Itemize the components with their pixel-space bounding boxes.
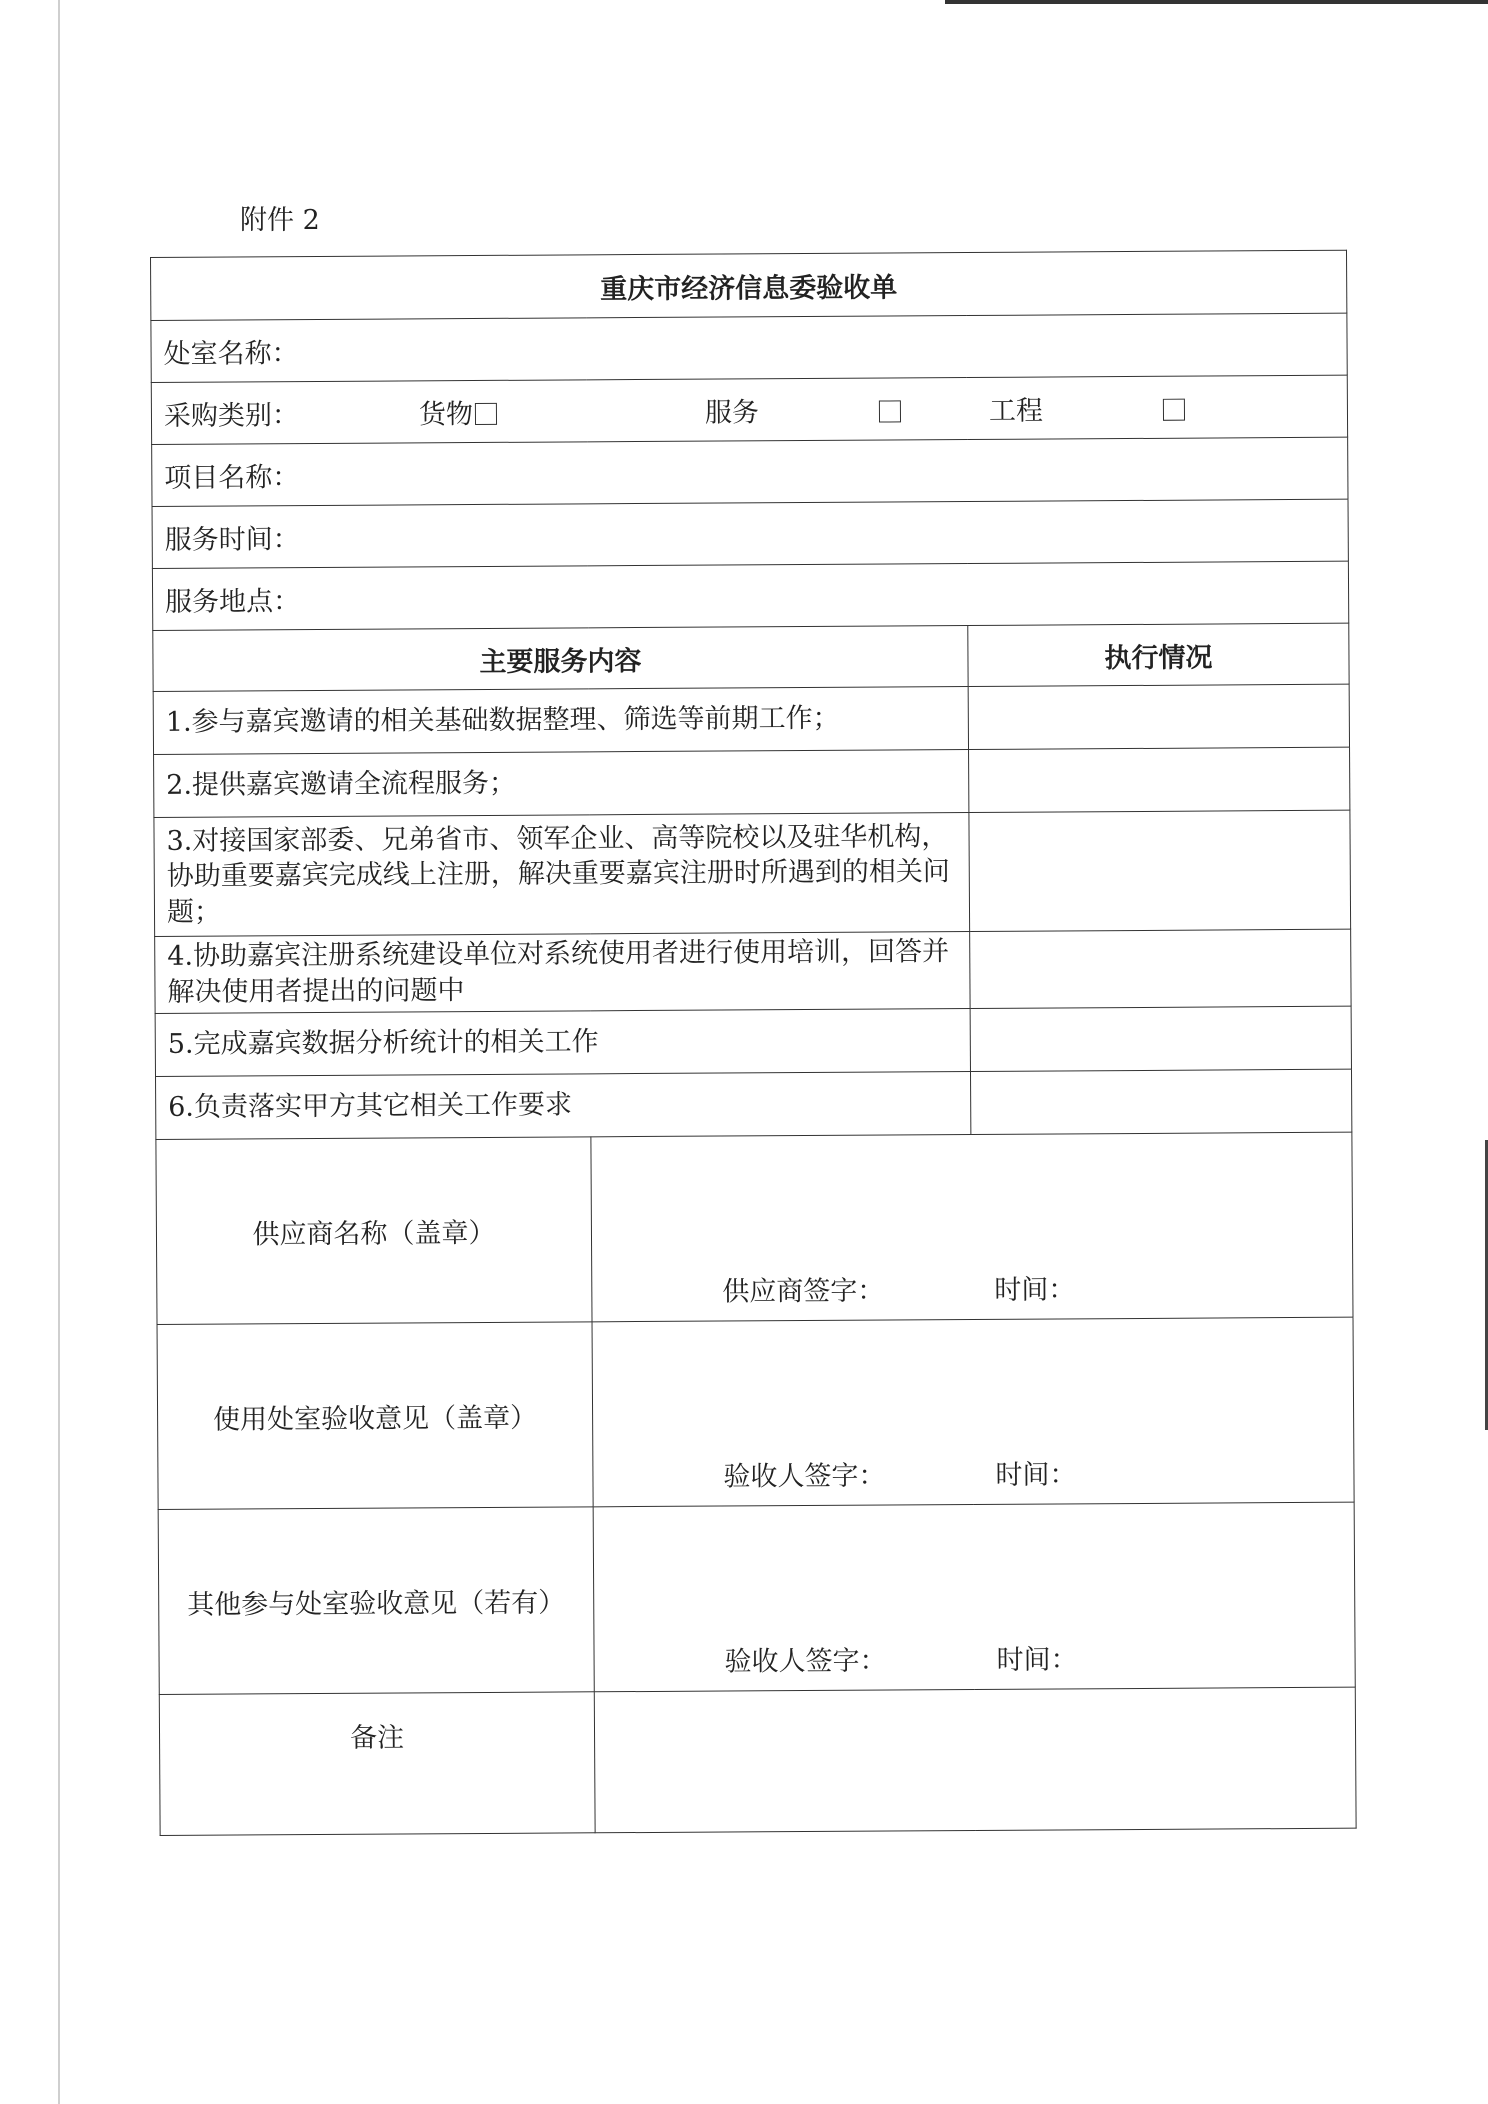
service-place-field[interactable] xyxy=(152,561,1348,630)
other-acceptor-time-label: 时间： xyxy=(996,1644,1078,1676)
header-execution: 执行情况 xyxy=(968,623,1349,686)
service-item: 6.负责落实甲方其它相关工作要求 xyxy=(156,1072,971,1140)
form-title: 重庆市经济信息委验收单 xyxy=(151,250,1347,320)
service-place-label: 服务地点： xyxy=(165,586,301,618)
execution-cell[interactable] xyxy=(969,810,1351,931)
type-goods-label: 货物 xyxy=(418,399,474,431)
supplier-time-label: 时间： xyxy=(994,1274,1076,1306)
execution-cell[interactable] xyxy=(970,1006,1351,1071)
execution-cell[interactable] xyxy=(970,929,1351,1008)
service-item: 5.完成嘉宾数据分析统计的相关工作 xyxy=(155,1009,970,1077)
office-name-label: 处室名称： xyxy=(163,338,299,370)
using-office-sign-area[interactable] xyxy=(592,1317,1354,1507)
project-name-label: 项目名称： xyxy=(164,462,300,494)
supplier-name-label: 供应商名称（盖章） xyxy=(156,1137,592,1325)
execution-cell[interactable] xyxy=(968,684,1349,749)
project-name-field[interactable] xyxy=(152,437,1348,506)
using-office-opinion-label: 使用处室验收意见（盖章） xyxy=(157,1322,593,1510)
scan-edge xyxy=(58,0,60,2104)
header-main-content: 主要服务内容 xyxy=(153,626,968,692)
service-item: 4.协助嘉宾注册系统建设单位对系统使用者进行使用培训，回答并解决使用者提出的问题中 xyxy=(155,932,970,1014)
execution-cell[interactable] xyxy=(969,747,1350,812)
other-acceptor-signature-label: 验收人签字： xyxy=(724,1645,887,1678)
supplier-sign-area[interactable] xyxy=(591,1132,1353,1322)
remark-field[interactable] xyxy=(594,1687,1356,1833)
type-engineering-checkbox[interactable] xyxy=(1163,399,1185,421)
office-name-field[interactable] xyxy=(151,313,1347,382)
type-service-label: 服务 xyxy=(704,397,760,429)
remark-label: 备注 xyxy=(159,1692,595,1836)
acceptance-form xyxy=(150,250,1357,1836)
other-office-opinion-label: 其他参与处室验收意见（若有） xyxy=(158,1507,594,1695)
acceptor-signature-label: 验收人签字： xyxy=(723,1460,886,1493)
margin-mark xyxy=(1445,1140,1488,1430)
acceptor-time-label: 时间： xyxy=(995,1459,1077,1491)
type-goods-checkbox[interactable] xyxy=(475,403,497,425)
other-office-sign-area[interactable] xyxy=(593,1502,1355,1692)
purchase-type-row xyxy=(151,375,1347,444)
supplier-signature-label: 供应商签字： xyxy=(722,1275,885,1308)
attachment-label: 附件 2 xyxy=(240,205,320,236)
service-item: 1.参与嘉宾邀请的相关基础数据整理、筛选等前期工作； xyxy=(153,687,968,755)
scan-edge-top xyxy=(945,0,1488,4)
type-engineering-label: 工程 xyxy=(988,395,1044,427)
service-time-field[interactable] xyxy=(152,499,1348,568)
service-time-label: 服务时间： xyxy=(164,524,300,556)
execution-cell[interactable] xyxy=(970,1069,1351,1134)
service-item: 2.提供嘉宾邀请全流程服务； xyxy=(154,750,969,818)
purchase-type-label: 采购类别： xyxy=(163,400,300,432)
service-item: 3.对接国家部委、兄弟省市、领军企业、高等院校以及驻华机构，协助重要嘉宾完成线上注册，解决重要嘉宾注册时所遇到的相关问题； xyxy=(154,813,970,937)
type-service-checkbox[interactable] xyxy=(879,400,901,422)
